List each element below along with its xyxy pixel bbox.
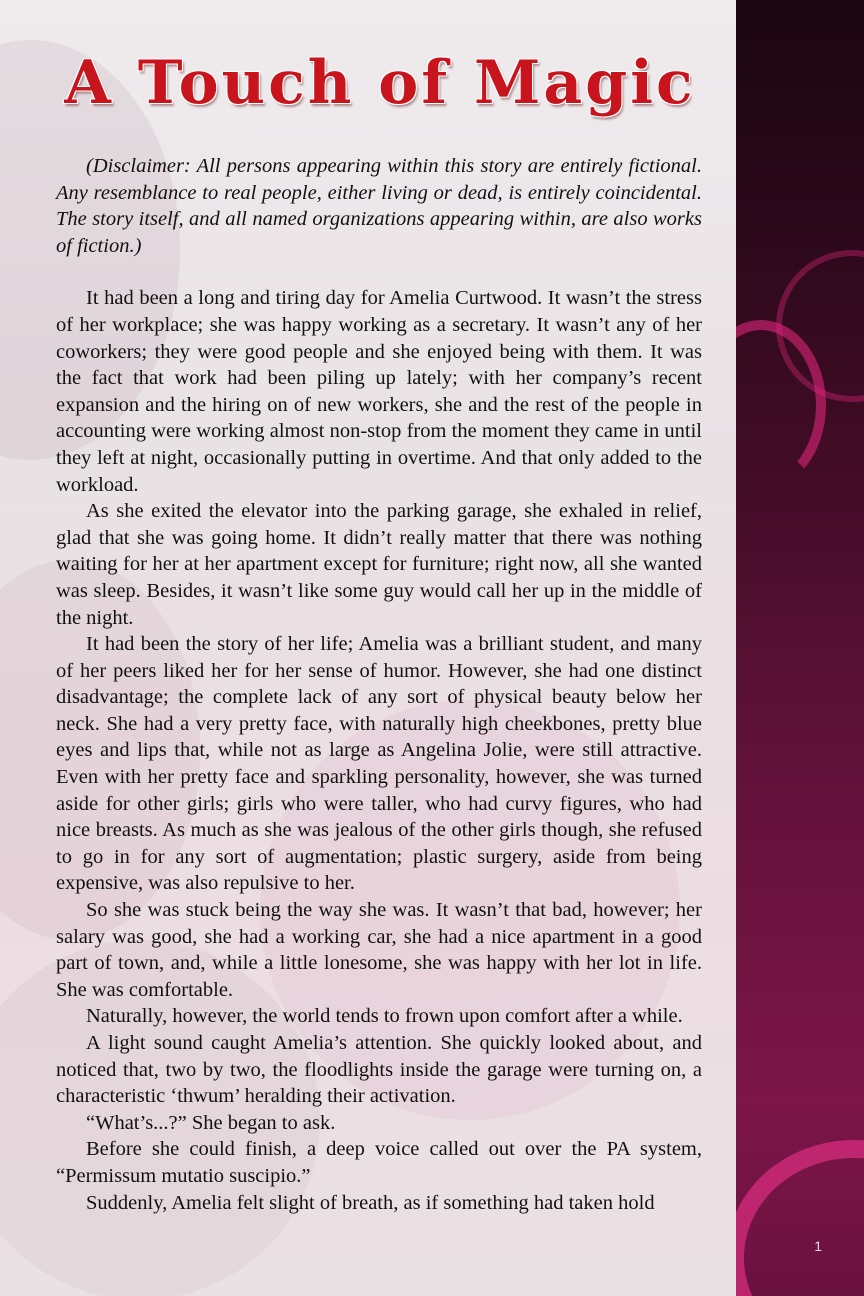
- paragraph: As she exited the elevator into the parking garage, she exhaled in relief, glad that she was going home. It didn’t really matter that there was nothing waiting for her at her apartment except for furniture; right now, all she wanted was sleep. Besides, it wasn’t like some guy would call her up in the middle of the night.: [56, 500, 702, 629]
- paragraph: It had been a long and tiring day for Amelia Curtwood. It wasn’t the stress of her workplace; she was happy working as a secretary. It wasn’t any of her coworkers; they were good people and she enjoyed being with them. It was the fact that work had been piling up lately; with her company’s recent expansion and the hiring on of new workers, she and the rest of the people in accounting were working almost non-stop from the moment they came in until they left at night, occasionally putting in overtime. And that only added to the workload.: [56, 287, 702, 496]
- paragraph: “What’s...?” She began to ask.: [86, 1111, 336, 1134]
- paragraph: Before she could finish, a deep voice called out over the PA system, “Permissum mutatio suscipio.”: [56, 1138, 702, 1187]
- story-title: A Touch of Magic: [64, 48, 696, 118]
- page-number: 1: [814, 1238, 822, 1254]
- paragraph: Suddenly, Amelia felt slight of breath, as if something had taken hold: [86, 1191, 655, 1214]
- paragraph: A light sound caught Amelia’s attention. She quickly looked about, and noticed that, two by two, the floodlights inside the garage were turning on, a characteristic ‘thwum’ heralding their activation.: [56, 1032, 702, 1108]
- paragraph: Naturally, however, the world tends to frown upon comfort after a while.: [86, 1005, 683, 1028]
- swirl-decoration: [736, 1140, 864, 1296]
- disclaimer: (Disclaimer: All persons appearing within this story are entirely fictional. Any resemblance to real people, either living or dead, is entirely coincidental. The story itself, and all named organizations appearing within, are also works of fiction.): [56, 155, 702, 257]
- decorative-sidebar: [736, 0, 864, 1296]
- story-text: [56, 153, 702, 1216]
- paragraph: It had been the story of her life; Amelia was a brilliant student, and many of her peers liked her for her sense of humor. However, she had one distinct disadvantage; the complete lack of any sort of physical beauty below her neck. She had a very pretty face, with naturally high cheekbones, pretty blue eyes and lips that, while not as large as Angelina Jolie, were still attractive. Even with her pretty face and sparkling personality, however, she was turned aside for other girls; girls who were taller, who had curvy figures, who had nice breasts. As much as she was jealous of the other girls though, she refused to go in for any sort of augmentation; plastic surgery, aside from being expensive, was also repulsive to her.: [56, 633, 702, 895]
- paragraph: So she was stuck being the way she was. It wasn’t that bad, however; her salary was good, she had a working car, she had a nice apartment in a good part of town, and, while a little lonesome, she was happy with her lot in life. She was comfortable.: [56, 899, 702, 1001]
